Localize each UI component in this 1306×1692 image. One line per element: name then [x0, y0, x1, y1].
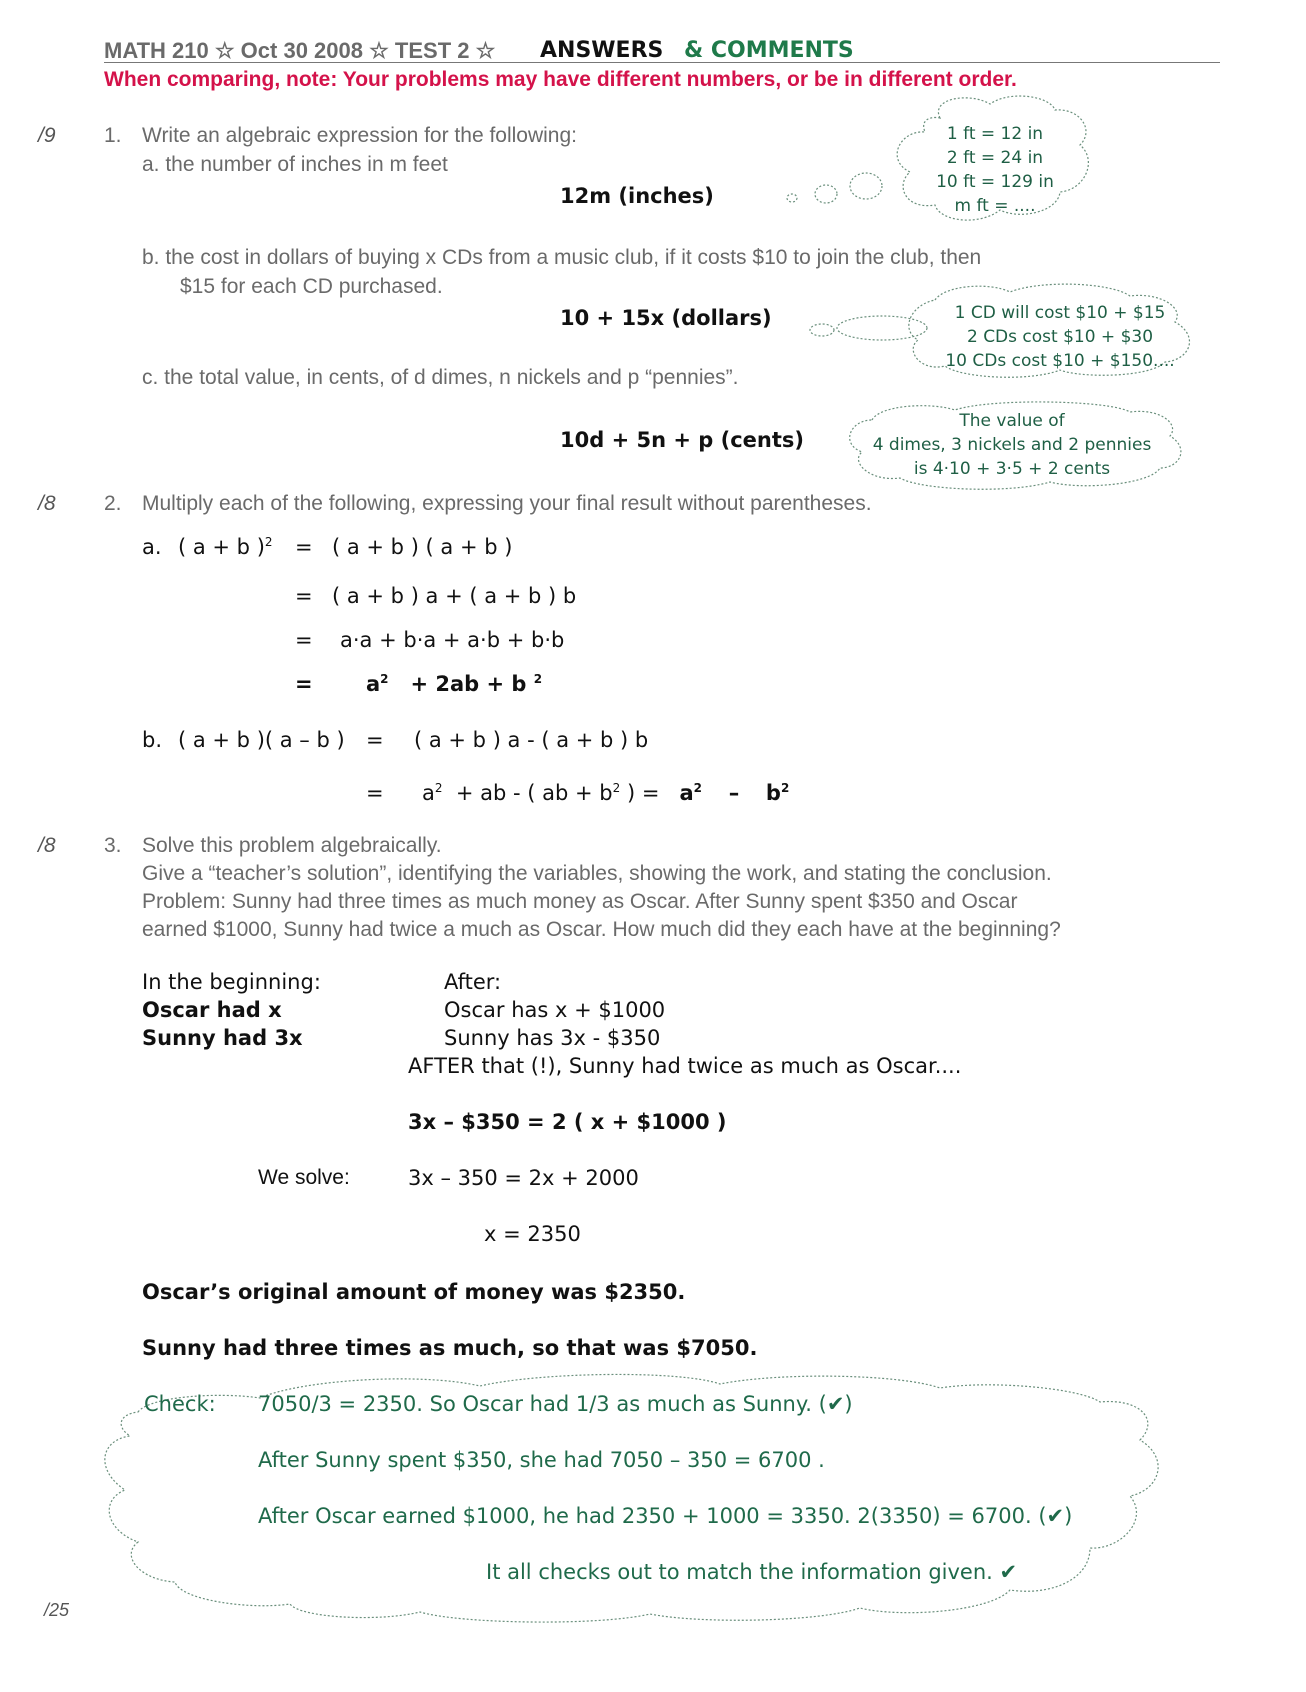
check-label: Check:	[144, 1392, 216, 1416]
q1b-prompt-line2: $15 for each CD purchased.	[180, 275, 443, 298]
q3-after-heading: After:	[444, 970, 502, 994]
q2-prompt: Multiply each of the following, expressing your final result without parentheses.	[142, 492, 872, 515]
q1-prompt: Write an algebraic expression for the following:	[142, 124, 578, 147]
thought-dot-1	[787, 194, 797, 202]
q1c-prompt: c. the total value, in cents, of d dimes, n nickels and p “pennies”.	[142, 366, 739, 389]
q2b-line2-a: a	[422, 781, 435, 805]
q3-conclusion-sunny: Sunny had three times as much, so that was $7050.	[142, 1336, 758, 1360]
q3-line1: Solve this problem algebraically.	[142, 834, 442, 857]
q2a-line3: a·a + b·a + a·b + b·b	[340, 628, 565, 652]
q2-score: /8	[38, 492, 56, 515]
q1c-answer: 10d + 5n + p (cents)	[560, 428, 804, 452]
q1a-answer: 12m (inches)	[560, 184, 714, 208]
comparison-note: When comparing, note: Your problems may have different numbers, or be in different order.	[104, 68, 1017, 91]
q2a-lhs-exponent: 2	[264, 535, 273, 549]
q1c-bubble-line: is 4·10 + 3·5 + 2 cents	[913, 459, 1111, 479]
q3-begin-sunny: Sunny had 3x	[142, 1026, 303, 1050]
thought-dot-5	[837, 316, 927, 340]
q1b-bubble-line: 2 CDs cost $10 + $30	[966, 327, 1154, 347]
q3-solve-step1: 3x – 350 = 2x + 2000	[408, 1166, 639, 1190]
q1c-bubble-line: 4 dimes, 3 nickels and 2 pennies	[872, 435, 1152, 455]
q1a-prompt: a. the number of inches in m feet	[142, 153, 448, 176]
q1-score: /9	[38, 124, 56, 147]
q1b-answer: 10 + 15x (dollars)	[560, 306, 772, 330]
q2b-exp-3: 2	[693, 781, 702, 795]
q2b-line2-d: a	[679, 781, 694, 805]
q2a-line4-exp1: 2	[380, 672, 389, 686]
q1a-bubble-text	[920, 122, 1070, 218]
q2a-eq-2: =	[295, 628, 313, 652]
q1a-bubble-line: 1 ft = 12 in	[946, 124, 1044, 144]
q2a-eq-3: =	[295, 672, 313, 696]
q2a-line4	[366, 672, 542, 696]
answers-label: ANSWERS	[540, 38, 664, 63]
thought-dot-3	[850, 173, 882, 199]
q1a-bubble-line: 10 ft = 129 in	[936, 172, 1054, 192]
q3-solve-label: We solve:	[258, 1166, 350, 1189]
q2b-exp-2: 2	[612, 781, 621, 795]
q3-number: 3.	[104, 834, 122, 857]
q2a-line4-a: a	[366, 672, 381, 696]
q2b-label: b.	[142, 728, 163, 752]
q1b-prompt-line1: b. the cost in dollars of buying x CDs from a music club, if it costs $10 to join the club, then	[142, 246, 982, 269]
check-line1: 7050/3 = 2350. So Oscar had 1/3 as much as Sunny. (✔)	[258, 1392, 853, 1416]
q2b-line1: ( a + b ) a - ( a + b ) b	[414, 728, 649, 752]
q2a-lhs	[178, 535, 273, 559]
q2b-line2	[422, 781, 789, 805]
q2b-exp-1: 2	[434, 781, 443, 795]
test-title: MATH 210 ☆ Oct 30 2008 ☆ TEST 2 ☆	[104, 38, 496, 63]
q3-line4: earned $1000, Sunny had twice a much as Oscar. How much did they each have at the beginning?	[142, 918, 1061, 941]
q2a-label: a.	[142, 535, 162, 559]
q3-line2: Give a “teacher’s solution”, identifying the variables, showing the work, and stating the conclusion.	[142, 862, 1052, 885]
thought-dot-2	[815, 185, 837, 203]
q3-begin-oscar: Oscar had x	[142, 998, 282, 1022]
check-line3: After Oscar earned $1000, he had 2350 + 1000 = 3350. 2(3350) = 6700. (✔)	[258, 1504, 1073, 1528]
q2b-line2-c: ) =	[626, 781, 660, 805]
q3-conclusion-oscar: Oscar’s original amount of money was $2350.	[142, 1280, 686, 1304]
q3-after-oscar: Oscar has x + $1000	[444, 998, 666, 1022]
q1c-bubble-text	[862, 409, 1162, 481]
q3-equation: 3x – $350 = 2 ( x + $1000 )	[408, 1110, 727, 1134]
q3-score: /8	[38, 834, 56, 857]
q3-line3: Problem: Sunny had three times as much money as Oscar. After Sunny spent $350 and Oscar	[142, 890, 1018, 913]
q2b-line2-e: –	[728, 781, 740, 805]
q3-after-relation: AFTER that (!), Sunny had twice as much as Oscar....	[408, 1054, 962, 1078]
q2b-exp-4: 2	[780, 781, 790, 795]
thought-dot-4	[810, 324, 834, 336]
q2-number: 2.	[104, 492, 122, 515]
q2b-eq-0: =	[366, 728, 384, 752]
q2b-line2-f: b	[765, 781, 781, 805]
q3-solve-step2: x = 2350	[484, 1222, 581, 1246]
q1b-bubble-line: 10 CDs cost $10 + $150....	[945, 351, 1175, 371]
q2a-line2: ( a + b ) a + ( a + b ) b	[332, 584, 577, 608]
q1a-bubble-line: m ft = ....	[954, 196, 1036, 216]
q2a-line4-b: + 2ab + b	[410, 672, 527, 696]
q2a-eq-1: =	[295, 584, 313, 608]
q2a-eq-0: =	[295, 535, 313, 559]
q1a-bubble-line: 2 ft = 24 in	[946, 148, 1044, 168]
comments-label: & COMMENTS	[684, 38, 854, 63]
q1b-bubble-text	[925, 301, 1195, 373]
q2b-line2-b: + ab - ( ab + b	[455, 781, 613, 805]
q2a-lhs-base: ( a + b )	[178, 535, 265, 559]
total-score: /25	[44, 1600, 70, 1620]
q2a-line4-exp2: 2	[533, 672, 543, 686]
check-line4: It all checks out to match the information given. ✔	[486, 1560, 1018, 1584]
q1-number: 1.	[104, 124, 122, 147]
q3-after-sunny: Sunny has 3x - $350	[444, 1026, 661, 1050]
q2b-eq-1: =	[366, 781, 384, 805]
q1c-bubble-line: The value of	[959, 411, 1065, 431]
q2b-lhs: ( a + b )( a – b )	[178, 728, 345, 752]
q3-begin-heading: In the beginning:	[142, 970, 321, 994]
q2a-line1: ( a + b ) ( a + b )	[332, 535, 513, 559]
check-line2: After Sunny spent $350, she had 7050 – 350 = 6700 .	[258, 1448, 825, 1472]
q1b-bubble-line: 1 CD will cost $10 + $15	[954, 303, 1166, 323]
